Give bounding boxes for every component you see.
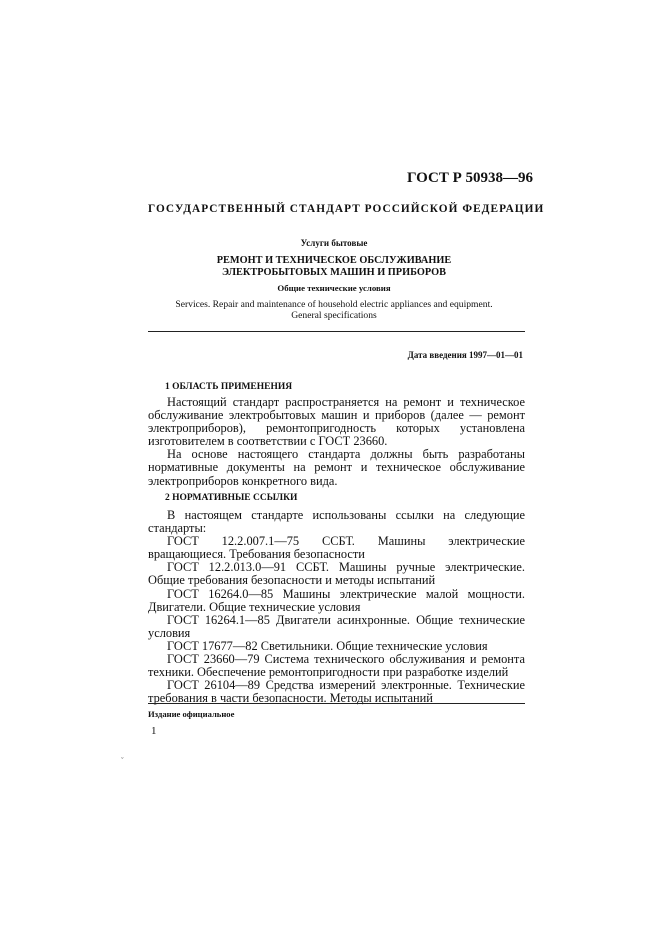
reference-item: ГОСТ 26104—89 Средства измерений электронные. Технические требования в части безопасности. Методы испытаний — [148, 678, 525, 706]
section1-paragraph: Настоящий стандарт распространяется на ремонт и техническое обслуживание электробытовых машин и приборов (далее — ремонт электроприборов), ремонтопригодность которых установлена изготовителем в соответствии с ГОСТ 23660. — [148, 395, 525, 449]
section1-body — [148, 396, 525, 488]
english-title-line1: Services. Repair and maintenance of household electric appliances and equipment. — [175, 299, 493, 310]
title-general-conditions: Общие технические условия — [277, 283, 391, 293]
official-edition-label: Издание официальное — [148, 709, 235, 719]
reference-item: ГОСТ 12.2.007.1—75 ССБТ. Машины электрические вращающиеся. Требования безопасности — [148, 534, 525, 562]
page-number: 1 — [151, 725, 157, 737]
reference-item: ГОСТ 23660—79 Система технического обслуживания и ремонта техники. Обеспечение ремонтопригодности при разработке изделий — [148, 652, 525, 680]
reference-item: ГОСТ 17677—82 Светильники. Общие технические условия — [167, 638, 488, 653]
state-standard-heading: ГОСУДАРСТВЕННЫЙ СТАНДАРТ РОССИЙСКОЙ ФЕДЕРАЦИИ — [148, 203, 545, 215]
title-services: Услуги бытовые — [300, 238, 368, 248]
document-title-line2: ЭЛЕКТРОБЫТОВЫХ МАШИН И ПРИБОРОВ — [222, 267, 446, 278]
scan-mark: ˇ — [121, 756, 124, 765]
title-divider — [148, 331, 525, 332]
document-title-line1: РЕМОНТ И ТЕХНИЧЕСКОЕ ОБСЛУЖИВАНИЕ — [216, 255, 452, 266]
section2-heading: 2 НОРМАТИВНЫЕ ССЫЛКИ — [165, 493, 298, 503]
english-title — [148, 299, 520, 321]
footer-divider — [148, 703, 525, 704]
section1-heading: 1 ОБЛАСТЬ ПРИМЕНЕНИЯ — [165, 382, 293, 392]
introduction-date: Дата введения 1997—01—01 — [407, 350, 523, 360]
section2-intro: В настоящем стандарте использованы ссылки на следующие стандарты: — [148, 508, 525, 536]
reference-item: ГОСТ 12.2.013.0—91 ССБТ. Машины ручные электрические. Общие требования безопасности и методы испытаний — [148, 560, 525, 588]
standard-number: ГОСТ Р 50938—96 — [406, 170, 533, 186]
english-title-line2: General specifications — [291, 310, 377, 321]
section1-paragraph: На основе настоящего стандарта должны быть разработаны нормативные документы на ремонт и техническое обслуживание электроприборов конкретного вида. — [148, 447, 525, 488]
document-title — [148, 255, 520, 279]
reference-item: ГОСТ 16264.0—85 Машины электрические малой мощности. Двигатели. Общие технические условия — [148, 586, 525, 614]
section2-body — [148, 509, 525, 705]
reference-item: ГОСТ 16264.1—85 Двигатели асинхронные. Общие технические условия — [148, 612, 525, 640]
